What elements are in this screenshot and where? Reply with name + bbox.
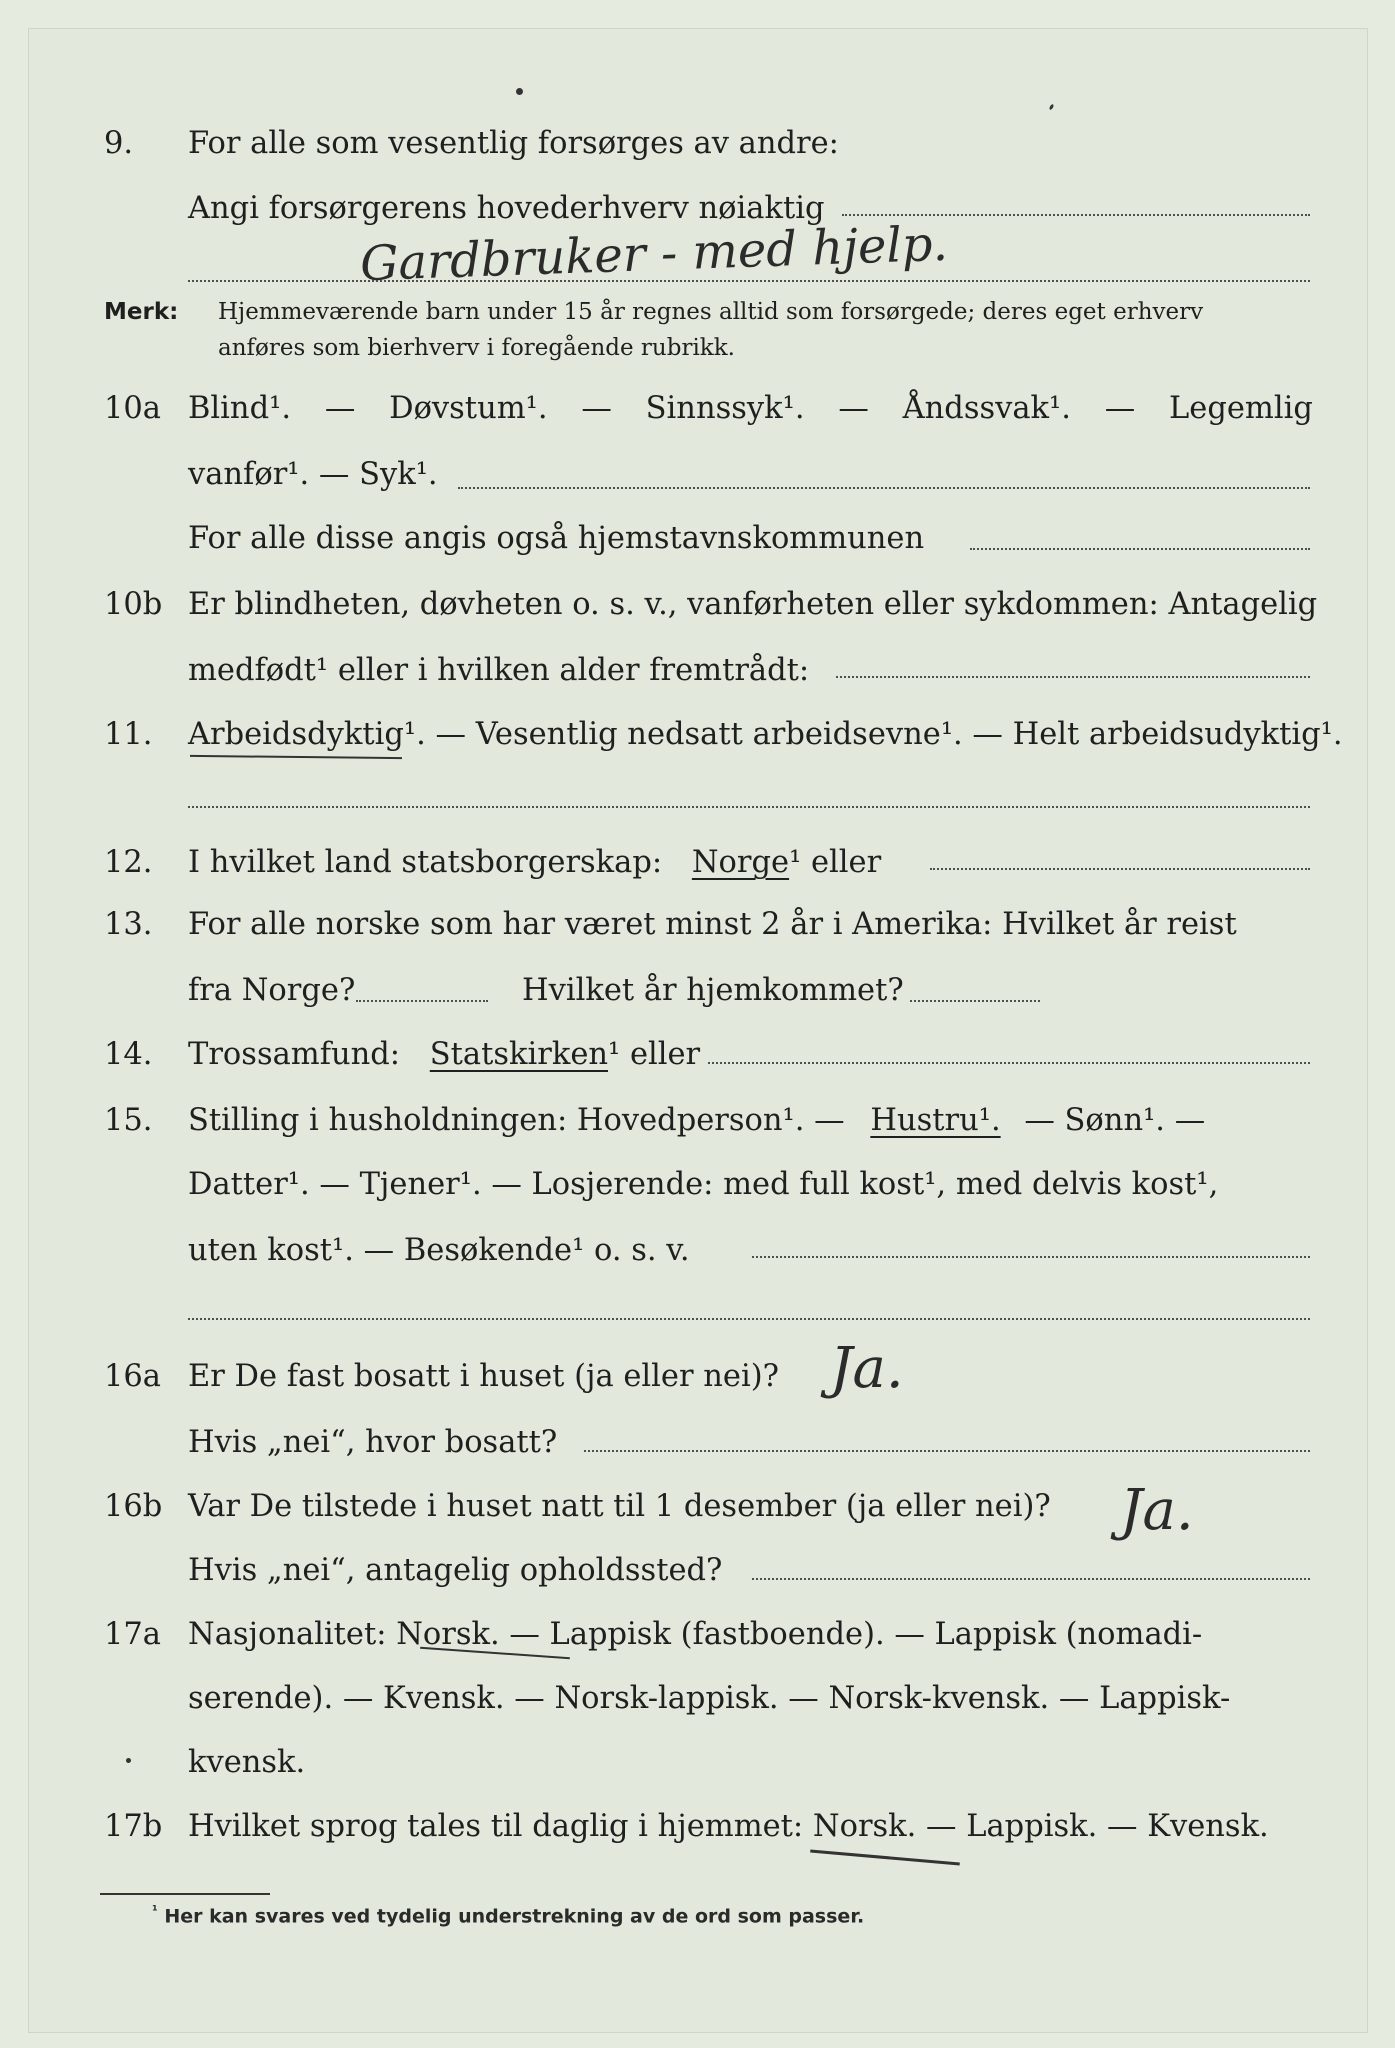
merk-line2: anføres som bierhverv i foregående rubrikk. [218,335,735,361]
footnote-mark: ¹ [152,1904,158,1919]
q12-opt-norge[interactable]: Norge [691,845,790,880]
q13-hjemkommet-line [910,1000,1040,1002]
q10a-opt-sinnssyk[interactable]: Sinnssyk¹. [645,391,805,426]
census-form-card [28,28,1368,2033]
q15-line3: uten kost¹. — Besøkende¹ o. s. v. [188,1233,690,1268]
q10b-number: 10b [104,587,163,622]
q16b-handwritten-answer[interactable]: Ja. [1120,1478,1194,1543]
q17a-line1: Nasjonalitet: Norsk. — Lappisk (fastboende). — Lappisk (nomadi- [188,1617,1203,1652]
q15-line2: Datter¹. — Tjener¹. — Losjerende: med full kost¹, med delvis kost¹, [188,1167,1219,1202]
q11-opt-arbeidsdyktig[interactable]: Arbeidsdyktig [188,717,404,752]
q14-fill-line [708,1062,1310,1064]
q9-line2: Angi forsørgerens hovederhverv nøiaktig [188,191,825,226]
q17a-line2: serende). — Kvensk. — Norsk-lappisk. — Norsk-kvensk. — Lappisk- [188,1681,1231,1716]
q11-number: 11. [104,717,153,752]
q10a-fill-line [458,487,1310,489]
q10a-opt-legemlig[interactable]: Legemlig [1169,391,1313,426]
q10b-fill-line [836,676,1310,678]
q13-line2b: Hvilket år hjemkommet? [522,973,904,1008]
q10a-number: 10a [104,391,161,426]
q16b-fill-line [752,1578,1310,1580]
q17a-line3: kvensk. [188,1745,306,1780]
q15-answer-line [188,1318,1310,1320]
merk-label: Merk: [104,299,179,325]
q10b-line2: medfødt¹ eller i hvilken alder fremtrådt: [188,653,810,688]
q13-line2a: fra Norge? [188,973,356,1008]
q16a-line1: Er De fast bosatt i huset (ja eller nei)? [188,1359,779,1394]
q14-opt-statskirken[interactable]: Statskirken [429,1037,609,1072]
q15-fill-line [752,1256,1310,1258]
footnote-text: Her kan svares ved tydelig understrekning av de ord som passer. [164,1905,865,1928]
q16a-fill-line [584,1450,1310,1452]
q16b-number: 16b [104,1489,163,1524]
q9-fill-line [842,214,1310,216]
q13-number: 13. [104,907,153,942]
q10a-dash: — [838,391,869,426]
q16a-number: 16a [104,1359,161,1394]
q17a-number: 17a [104,1617,161,1652]
q10a-opt-blind[interactable]: Blind¹. [188,391,292,426]
q13-line1: For alle norske som har været minst 2 år i Amerika: Hvilket år reist [188,907,1237,942]
q15-line1: Stilling i husholdningen: Hovedperson¹. — Hustru¹. — Sønn¹. — [188,1103,1206,1138]
q11-answer-line [188,806,1310,808]
footnote [152,1904,864,1927]
q14-line: Trossamfund: Statskirken¹ eller [188,1037,701,1072]
q10a-line2: vanfør¹. — Syk¹. [188,457,438,492]
q15-number: 15. [104,1103,153,1138]
q16b-line1: Var De tilstede i huset natt til 1 desember (ja eller nei)? [188,1489,1051,1524]
q10a-hjemstavn-line [970,548,1310,550]
q9-number: 9. [104,126,134,161]
q12-fill-line [930,868,1310,870]
q16a-handwritten-answer[interactable]: Ja. [830,1336,904,1401]
q10a-opt-dovstum[interactable]: Døvstum¹. [389,391,548,426]
q16a-line2: Hvis „nei“, hvor bosatt? [188,1425,558,1460]
ink-speck [126,1758,131,1763]
q12-line: I hvilket land statsborgerskap: Norge¹ eller [188,845,882,880]
q11-line [188,716,1343,754]
q11-rest: ¹. — Vesentlig nedsatt arbeidsevne¹. — Helt arbeidsudyktig¹. [403,717,1343,752]
q10b-line1: Er blindheten, døvheten o. s. v., vanførheten eller sykdommen: Antagelig [188,587,1318,622]
q10a-line1 [188,390,1313,428]
q13-reist-line [356,1000,488,1002]
q12-number: 12. [104,845,153,880]
q10a-line3: For alle disse angis også hjemstavnskommunen [188,521,925,556]
merk-line1: Hjemmeværende barn under 15 år regnes alltid som forsørgede; deres eget erhverv [218,299,1204,325]
q9-line1: For alle som vesentlig forsørges av andre: [188,126,839,161]
q10a-dash: — [324,391,356,426]
q17b-number: 17b [104,1809,163,1844]
ink-speck [516,88,523,95]
q10a-dash: — [1104,391,1136,426]
q9-answer-line [188,280,1310,282]
footnote-rule [100,1893,270,1895]
q10a-dash: — [581,391,612,426]
q9-handwritten-answer[interactable]: Gardbruker - med hjelp. [359,215,949,293]
q16b-line2: Hvis „nei“, antagelig opholdssted? [188,1553,723,1588]
q15-opt-hustru[interactable]: Hustru¹. [870,1103,1001,1138]
q17b-line1: Hvilket sprog tales til daglig i hjemmet: Norsk. — Lappisk. — Kvensk. [188,1809,1269,1844]
q10a-opt-andssvak[interactable]: Åndssvak¹. [902,391,1071,426]
q14-number: 14. [104,1037,153,1072]
